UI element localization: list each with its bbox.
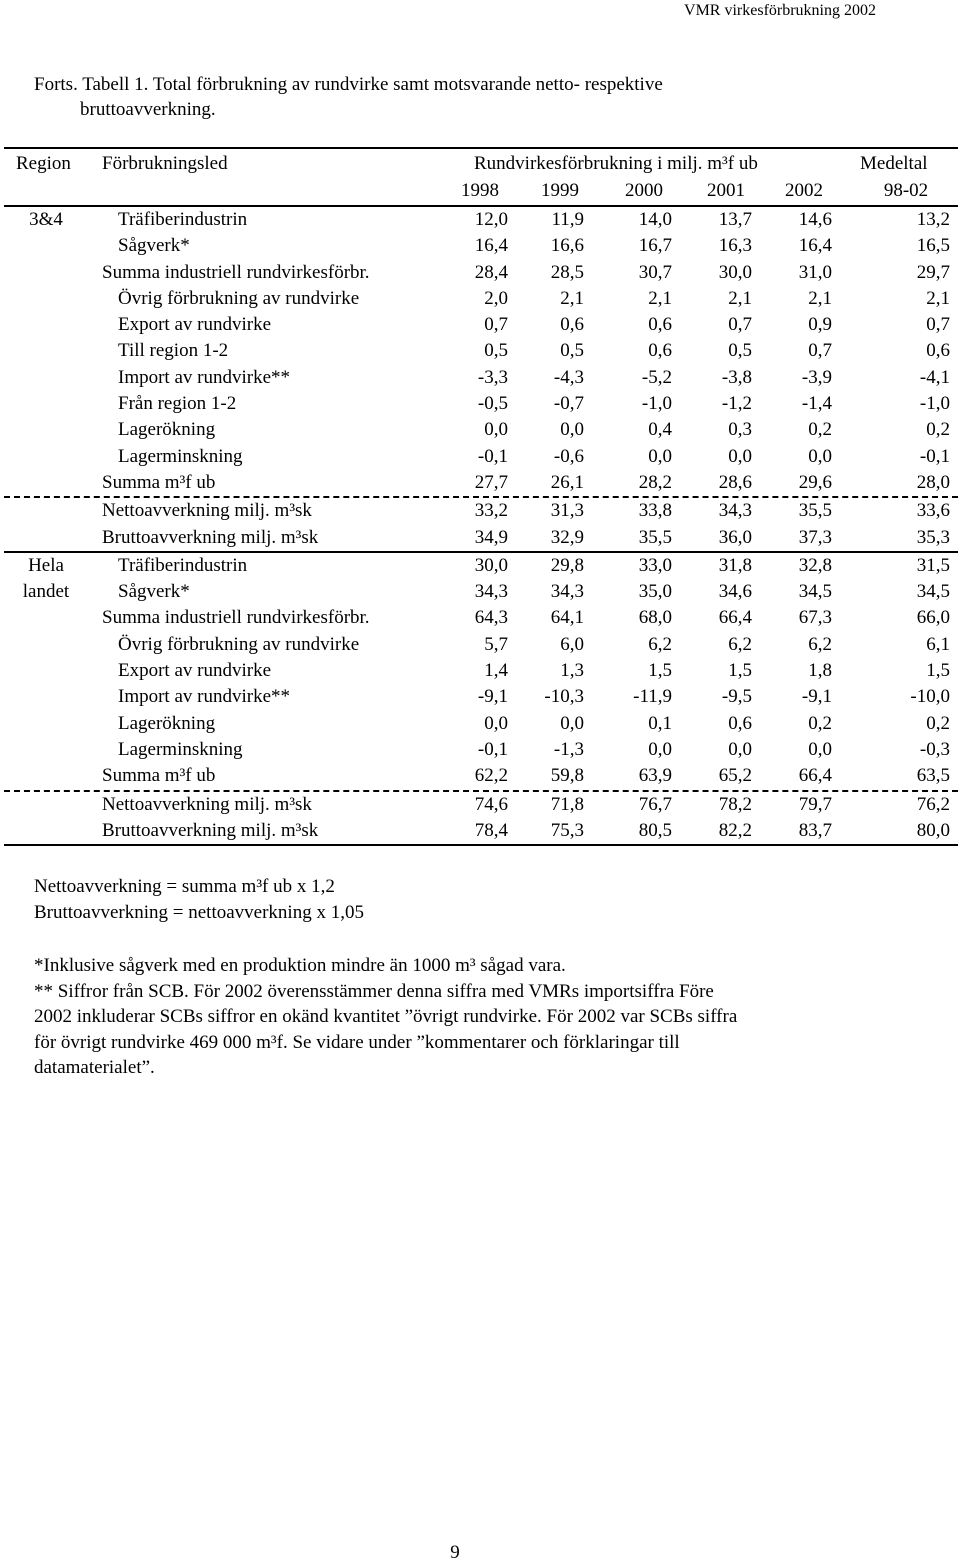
row-label: Export av rundvirke	[118, 660, 272, 682]
value-cell: 0,6	[728, 712, 752, 734]
value-cell: 28,6	[718, 471, 752, 493]
value-cell: -4,3	[553, 366, 584, 388]
row-label: Nettoavverkning milj. m³sk	[102, 500, 312, 522]
header-region: Region	[16, 153, 71, 174]
table-body	[4, 205, 958, 844]
header-row-1	[4, 151, 958, 178]
footnote-line: *Inklusive sågverk med en produktion mindre än 1000 m³ sågad vara.	[34, 955, 566, 976]
table-row	[4, 658, 958, 684]
value-cell: 68,0	[638, 607, 672, 629]
consumption-table	[4, 147, 958, 846]
value-cell: -9,1	[801, 686, 832, 708]
table-row	[4, 763, 958, 791]
value-cell: 16,3	[718, 235, 752, 257]
header-forbrukningsled: Förbrukningsled	[102, 153, 228, 174]
value-cell-medeltal: 29,7	[916, 261, 950, 283]
footnote-line: 2002 inkluderar SCBs siffror en okänd kvantitet ”övrigt rundvirke. För 2002 var SCBs siffra	[34, 1006, 738, 1027]
value-cell: -9,1	[477, 686, 508, 708]
row-label: Import av rundvirke**	[118, 686, 291, 708]
header-year: 1999	[541, 180, 579, 201]
value-cell: 16,4	[474, 235, 508, 257]
value-cell: 0,6	[648, 314, 672, 336]
value-cell: 33,2	[474, 500, 508, 522]
value-cell: 64,1	[550, 607, 584, 629]
value-cell: 0,2	[808, 419, 832, 441]
value-cell-medeltal: 66,0	[916, 607, 950, 629]
value-cell: 67,3	[798, 607, 832, 629]
value-cell: 11,9	[551, 209, 584, 230]
footnote-line: ** Siffror från SCB. För 2002 överensstämmer denna siffra med VMRs importsiffra Före	[34, 980, 714, 1002]
row-label: Sågverk*	[118, 581, 190, 603]
value-cell-medeltal: 31,5	[916, 554, 950, 576]
table-row	[4, 684, 958, 710]
value-cell: 0,1	[648, 712, 672, 734]
table-row	[4, 312, 958, 338]
table-row	[4, 417, 958, 443]
value-cell: 36,0	[718, 526, 752, 548]
value-cell: -10,3	[544, 686, 584, 708]
value-cell: 33,8	[638, 500, 672, 522]
value-cell: 34,3	[718, 500, 752, 522]
value-cell-medeltal: -0,3	[919, 738, 950, 760]
value-cell: -3,3	[477, 366, 508, 388]
value-cell: 34,6	[718, 581, 752, 603]
value-cell: 0,0	[808, 738, 832, 760]
value-cell: 14,0	[638, 209, 672, 230]
value-cell-medeltal: 34,5	[916, 581, 950, 603]
table-row	[4, 632, 958, 658]
value-cell: 0,5	[484, 340, 508, 362]
value-cell: -0,6	[553, 445, 584, 467]
table-row	[4, 286, 958, 312]
value-cell-medeltal: -10,0	[910, 686, 950, 708]
row-label: Övrig förbrukning av rundvirke	[118, 633, 360, 655]
value-cell-medeltal: 80,0	[916, 819, 950, 841]
row-label: Summa m³f ub	[102, 765, 216, 787]
value-cell-medeltal: -0,1	[919, 445, 950, 467]
value-cell: 6,2	[648, 633, 672, 655]
value-cell: 34,9	[474, 526, 508, 548]
value-cell: 1,3	[560, 660, 584, 682]
row-label: Övrig förbrukning av rundvirke	[118, 287, 360, 309]
value-cell: 6,2	[808, 633, 832, 655]
value-cell: 0,9	[808, 314, 832, 336]
value-cell: -1,3	[553, 738, 584, 760]
header-group: Rundvirkesförbrukning i milj. m³f ub	[474, 153, 758, 174]
table-row	[4, 605, 958, 631]
value-cell: 29,8	[550, 554, 584, 576]
value-cell: 30,0	[474, 554, 508, 576]
value-cell-medeltal: -4,1	[919, 366, 950, 388]
value-cell: 28,2	[638, 471, 672, 493]
value-cell: 0,0	[484, 712, 508, 734]
value-cell-medeltal: 76,2	[916, 793, 950, 815]
value-cell-medeltal: 13,2	[916, 209, 950, 230]
value-cell: 75,3	[550, 819, 584, 841]
region-label: landet	[22, 581, 70, 603]
value-cell: -3,9	[801, 366, 832, 388]
value-cell: 27,7	[474, 471, 508, 493]
value-cell: -0,1	[477, 445, 508, 467]
table-row	[4, 551, 958, 579]
value-cell: 0,4	[648, 419, 672, 441]
formula-netto: Nettoavverkning = summa m³f ub x 1,2	[34, 876, 335, 897]
header-row-2	[4, 178, 958, 205]
formula-brutto: Bruttoavverkning = nettoavverkning x 1,05	[34, 901, 364, 923]
value-cell: 12,0	[474, 209, 508, 230]
table-row	[4, 792, 958, 818]
value-cell: 2,0	[484, 287, 508, 309]
value-cell: 6,0	[560, 633, 584, 655]
value-cell: 35,5	[798, 500, 832, 522]
value-cell: 14,6	[798, 209, 832, 230]
row-label: Träfiberindustrin	[118, 209, 248, 230]
value-cell: 0,0	[728, 445, 752, 467]
row-label: Lagerökning	[118, 712, 216, 734]
value-cell: 71,8	[550, 793, 584, 815]
value-cell: 0,0	[728, 738, 752, 760]
value-cell-medeltal: 35,3	[916, 526, 950, 548]
value-cell: 79,7	[798, 793, 832, 815]
value-cell: 0,0	[484, 419, 508, 441]
value-cell: 2,1	[560, 287, 584, 309]
value-cell: 33,0	[638, 554, 672, 576]
page-number: 9	[450, 1542, 460, 1563]
value-cell: 30,0	[718, 261, 752, 283]
value-cell: -11,9	[633, 686, 672, 708]
value-cell: -1,4	[801, 393, 832, 415]
value-cell: 0,0	[560, 419, 584, 441]
value-cell: 0,6	[648, 340, 672, 362]
value-cell: 28,4	[474, 261, 508, 283]
value-cell: 32,9	[550, 526, 584, 548]
value-cell: 76,7	[638, 793, 672, 815]
value-cell: 16,7	[638, 235, 672, 257]
value-cell: 0,7	[808, 340, 832, 362]
row-label: Lagerminskning	[118, 738, 243, 760]
row-label: Till region 1-2	[118, 340, 229, 362]
value-cell: 78,2	[718, 793, 752, 815]
value-cell: 34,3	[550, 581, 584, 603]
value-cell: 2,1	[728, 287, 752, 309]
table-row	[4, 525, 958, 551]
value-cell: 35,0	[638, 581, 672, 603]
value-cell-medeltal: 63,5	[916, 765, 950, 787]
table-row	[4, 818, 958, 844]
region-label: 3&4	[29, 209, 63, 230]
value-cell: 65,2	[718, 765, 752, 787]
value-cell: 1,5	[648, 660, 672, 682]
value-cell: 2,1	[648, 287, 672, 309]
value-cell: -9,5	[721, 686, 752, 708]
value-cell: 1,4	[484, 660, 508, 682]
value-cell: 82,2	[718, 819, 752, 841]
row-label: Sågverk*	[118, 235, 190, 257]
value-cell: 0,2	[808, 712, 832, 734]
value-cell: 6,2	[728, 633, 752, 655]
value-cell: 66,4	[718, 607, 752, 629]
value-cell: 1,5	[728, 660, 752, 682]
table-row	[4, 444, 958, 470]
value-cell: 0,7	[728, 314, 752, 336]
value-cell: 0,3	[728, 419, 752, 441]
value-cell: 64,3	[474, 607, 508, 629]
value-cell-medeltal: 0,7	[926, 314, 950, 336]
table-row	[4, 711, 958, 737]
value-cell: -0,5	[477, 393, 508, 415]
row-label: Nettoavverkning milj. m³sk	[102, 793, 312, 815]
value-cell-medeltal: 2,1	[926, 287, 950, 309]
value-cell-medeltal: 0,2	[926, 712, 950, 734]
row-label: Från region 1-2	[118, 393, 237, 415]
region-label: Hela	[28, 554, 64, 576]
notes	[34, 874, 874, 1081]
value-cell: -5,2	[641, 366, 672, 388]
value-cell: 34,5	[798, 581, 832, 603]
value-cell: 26,1	[550, 471, 584, 493]
value-cell: 0,0	[648, 738, 672, 760]
row-label: Bruttoavverkning milj. m³sk	[102, 526, 319, 548]
header-year: 1998	[461, 180, 499, 201]
value-cell: 35,5	[638, 526, 672, 548]
value-cell: 1,8	[808, 660, 832, 682]
value-cell: 83,7	[798, 819, 832, 841]
value-cell-medeltal: 16,5	[916, 235, 950, 257]
running-header: VMR virkesförbrukning 2002	[684, 2, 876, 19]
table-row	[4, 737, 958, 763]
row-label: Lagerminskning	[118, 445, 243, 467]
caption-line-1: Forts. Tabell 1. Total förbrukning av rundvirke samt motsvarande netto- respektive	[34, 74, 663, 95]
table-row	[4, 260, 958, 286]
value-cell: 5,7	[484, 633, 508, 655]
caption-line-2: bruttoavverkning.	[80, 99, 216, 120]
header-year: 2002	[785, 180, 823, 201]
value-cell: 16,4	[798, 235, 832, 257]
value-cell: -1,0	[641, 393, 672, 415]
value-cell: 0,0	[648, 445, 672, 467]
value-cell: 0,5	[560, 340, 584, 362]
value-cell-medeltal: 6,1	[926, 633, 950, 655]
row-label: Summa m³f ub	[102, 471, 216, 493]
table-row	[4, 233, 958, 259]
table-row	[4, 391, 958, 417]
row-label: Träfiberindustrin	[118, 554, 248, 576]
header-medeltal: Medeltal	[860, 153, 928, 174]
value-cell: 0,0	[560, 712, 584, 734]
value-cell: 0,5	[728, 340, 752, 362]
value-cell: 30,7	[638, 261, 672, 283]
table-row	[4, 205, 958, 233]
value-cell: 59,8	[550, 765, 584, 787]
value-cell: -0,1	[477, 738, 508, 760]
row-label: Bruttoavverkning milj. m³sk	[102, 819, 319, 841]
row-label: Lagerökning	[118, 419, 216, 441]
row-label: Export av rundvirke	[118, 314, 272, 336]
row-label: Import av rundvirke**	[118, 366, 291, 388]
value-cell-medeltal: 33,6	[916, 500, 950, 522]
header-year: 2000	[625, 180, 663, 201]
value-cell: 0,6	[560, 314, 584, 336]
table-row	[4, 498, 958, 524]
value-cell: 74,6	[474, 793, 508, 815]
table-caption	[34, 72, 854, 122]
value-cell: -0,7	[553, 393, 584, 415]
value-cell: 2,1	[808, 287, 832, 309]
value-cell: 32,8	[798, 554, 832, 576]
value-cell-medeltal: 0,6	[926, 340, 950, 362]
value-cell: 62,2	[474, 765, 508, 787]
value-cell: 31,0	[798, 261, 832, 283]
value-cell: 31,8	[718, 554, 752, 576]
value-cell: 31,3	[550, 500, 584, 522]
table-row	[4, 470, 958, 498]
row-label: Summa industriell rundvirkesförbr.	[102, 261, 370, 283]
value-cell: 34,3	[474, 581, 508, 603]
value-cell: -1,2	[721, 393, 752, 415]
value-cell: 78,4	[474, 819, 508, 841]
value-cell-medeltal: 1,5	[926, 660, 950, 682]
footnote-line: datamaterialet”.	[34, 1057, 155, 1078]
value-cell: 0,0	[808, 445, 832, 467]
value-cell: 13,7	[718, 209, 752, 230]
value-cell: 28,5	[550, 261, 584, 283]
value-cell: 0,7	[484, 314, 508, 336]
value-cell-medeltal: -1,0	[919, 393, 950, 415]
value-cell: 29,6	[798, 471, 832, 493]
table-row	[4, 338, 958, 364]
header-year: 2001	[707, 180, 745, 201]
row-label: Summa industriell rundvirkesförbr.	[102, 607, 370, 629]
value-cell: 16,6	[550, 235, 584, 257]
value-cell: 63,9	[638, 765, 672, 787]
value-cell: -3,8	[721, 366, 752, 388]
value-cell-medeltal: 0,2	[926, 419, 950, 441]
value-cell-medeltal: 28,0	[916, 471, 950, 493]
table-row	[4, 579, 958, 605]
value-cell: 66,4	[798, 765, 832, 787]
value-cell: 37,3	[798, 526, 832, 548]
table-row	[4, 365, 958, 391]
value-cell: 80,5	[638, 819, 672, 841]
footnote-line: för övrigt rundvirke 469 000 m³f. Se vidare under ”kommentarer och förklaringar till	[34, 1031, 680, 1053]
header-medeltal-period: 98-02	[883, 180, 929, 201]
